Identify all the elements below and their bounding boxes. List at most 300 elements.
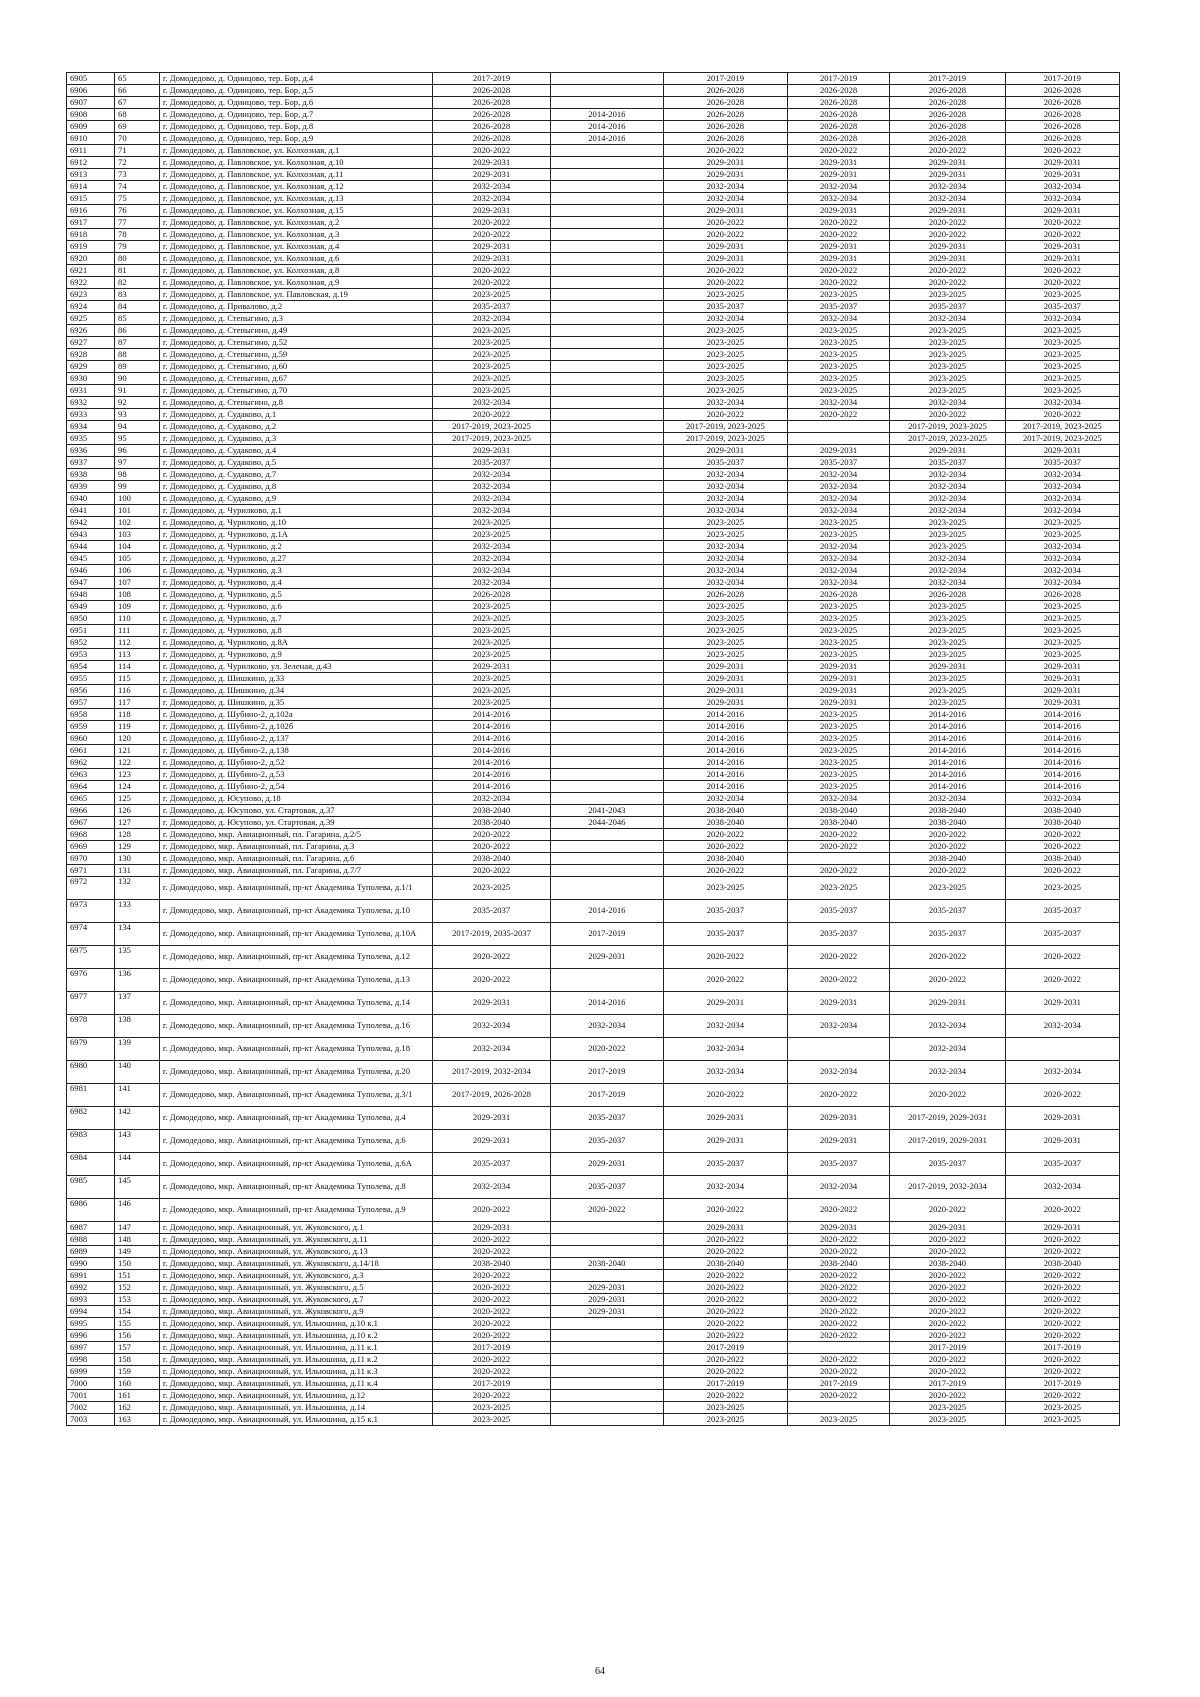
cell-address: г. Домодедово, мкр. Авиационный, пр-кт Академика Туполева, д.12 <box>159 946 432 969</box>
cell-period-2 <box>550 1354 663 1366</box>
cell-period-5: 2014-2016 <box>890 745 1005 757</box>
cell-period-3: 2023-2025 <box>663 373 787 385</box>
cell-address: г. Домодедово, д. Юсупово, д.18 <box>159 793 432 805</box>
cell-period-5: 2014-2016 <box>890 781 1005 793</box>
cell-period-5: 2026-2028 <box>890 85 1005 97</box>
cell-period-4: 2020-2022 <box>787 1199 890 1222</box>
cell-period-4: 2029-2031 <box>787 673 890 685</box>
cell-period-1: 2020-2022 <box>433 865 550 877</box>
cell-local-index: 136 <box>115 969 160 992</box>
cell-period-1: 2029-2031 <box>433 1222 550 1234</box>
cell-local-index: 161 <box>115 1390 160 1402</box>
cell-row-number: 6997 <box>67 1342 115 1354</box>
cell-period-1: 2023-2025 <box>433 601 550 613</box>
cell-period-3: 2020-2022 <box>663 409 787 421</box>
cell-period-5: 2014-2016 <box>890 709 1005 721</box>
cell-period-6: 2023-2025 <box>1005 637 1119 649</box>
table-row <box>67 757 1120 769</box>
table-row <box>67 229 1120 241</box>
cell-period-2 <box>550 469 663 481</box>
table-row <box>67 661 1120 673</box>
table-row <box>67 992 1120 1015</box>
cell-period-5: 2035-2037 <box>890 457 1005 469</box>
table-row <box>67 709 1120 721</box>
cell-address: г. Домодедово, мкр. Авиационный, пр-кт Академика Туполева, д.18 <box>159 1038 432 1061</box>
cell-period-4: 2023-2025 <box>787 289 890 301</box>
table-row <box>67 121 1120 133</box>
cell-period-1: 2017-2019 <box>433 1378 550 1390</box>
cell-period-3: 2029-2031 <box>663 169 787 181</box>
cell-address: г. Домодедово, д. Павловское, ул. Колхозная, д.13 <box>159 193 432 205</box>
cell-period-6: 2023-2025 <box>1005 289 1119 301</box>
cell-period-4: 2035-2037 <box>787 923 890 946</box>
cell-local-index: 152 <box>115 1282 160 1294</box>
cell-address: г. Домодедово, мкр. Авиационный, ул. Ильюшина, д.10 к.1 <box>159 1318 432 1330</box>
cell-period-2 <box>550 325 663 337</box>
cell-period-5: 2017-2019, 2029-2031 <box>890 1107 1005 1130</box>
cell-local-index: 129 <box>115 841 160 853</box>
cell-period-2 <box>550 1390 663 1402</box>
cell-period-3: 2023-2025 <box>663 613 787 625</box>
table-row <box>67 1366 1120 1378</box>
cell-address: г. Домодедово, мкр. Авиационный, пр-кт Академика Туполева, д.16 <box>159 1015 432 1038</box>
cell-local-index: 72 <box>115 157 160 169</box>
cell-period-4: 2026-2028 <box>787 133 890 145</box>
table-row <box>67 1246 1120 1258</box>
cell-local-index: 81 <box>115 265 160 277</box>
cell-period-1: 2020-2022 <box>433 841 550 853</box>
cell-period-6: 2032-2034 <box>1005 481 1119 493</box>
cell-address: г. Домодедово, мкр. Авиационный, ул. Ильюшина, д.11 к.4 <box>159 1378 432 1390</box>
cell-period-5: 2020-2022 <box>890 217 1005 229</box>
cell-address: г. Домодедово, мкр. Авиационный, пл. Гагарина, д.3 <box>159 841 432 853</box>
cell-period-6: 2020-2022 <box>1005 217 1119 229</box>
cell-address: г. Домодедово, мкр. Авиационный, ул. Ильюшина, д.15 к.1 <box>159 1414 432 1426</box>
cell-local-index: 88 <box>115 349 160 361</box>
cell-row-number: 6971 <box>67 865 115 877</box>
cell-period-2 <box>550 253 663 265</box>
cell-period-4: 2032-2034 <box>787 1176 890 1199</box>
cell-period-6: 2014-2016 <box>1005 757 1119 769</box>
cell-period-3: 2023-2025 <box>663 649 787 661</box>
cell-period-6: 2038-2040 <box>1005 805 1119 817</box>
cell-period-4: 2023-2025 <box>787 385 890 397</box>
cell-address: г. Домодедово, мкр. Авиационный, ул. Ильюшина, д.11 к.2 <box>159 1354 432 1366</box>
cell-local-index: 86 <box>115 325 160 337</box>
cell-period-2: 2017-2019 <box>550 1061 663 1084</box>
cell-period-4: 2023-2025 <box>787 361 890 373</box>
cell-period-2 <box>550 577 663 589</box>
table-row <box>67 865 1120 877</box>
cell-period-6: 2020-2022 <box>1005 946 1119 969</box>
cell-period-6: 2023-2025 <box>1005 349 1119 361</box>
cell-local-index: 98 <box>115 469 160 481</box>
cell-period-2 <box>550 97 663 109</box>
cell-address: г. Домодедово, д. Шубино-2, д.52 <box>159 757 432 769</box>
cell-local-index: 94 <box>115 421 160 433</box>
cell-period-3: 2020-2022 <box>663 277 787 289</box>
cell-row-number: 6941 <box>67 505 115 517</box>
cell-period-5: 2026-2028 <box>890 589 1005 601</box>
cell-address: г. Домодедово, д. Привалово, д.2 <box>159 301 432 313</box>
cell-period-2 <box>550 445 663 457</box>
table-row <box>67 805 1120 817</box>
cell-local-index: 105 <box>115 553 160 565</box>
cell-local-index: 134 <box>115 923 160 946</box>
cell-local-index: 93 <box>115 409 160 421</box>
cell-period-6: 2026-2028 <box>1005 85 1119 97</box>
cell-period-1: 2023-2025 <box>433 673 550 685</box>
cell-period-3: 2023-2025 <box>663 1402 787 1414</box>
cell-address: г. Домодедово, мкр. Авиационный, ул. Жуковского, д.14/18 <box>159 1258 432 1270</box>
cell-period-1: 2017-2019 <box>433 1342 550 1354</box>
cell-period-1: 2023-2025 <box>433 649 550 661</box>
cell-period-3: 2020-2022 <box>663 946 787 969</box>
cell-period-1: 2032-2034 <box>433 541 550 553</box>
cell-period-1: 2029-2031 <box>433 205 550 217</box>
cell-period-4: 2032-2034 <box>787 493 890 505</box>
cell-period-5: 2020-2022 <box>890 145 1005 157</box>
cell-local-index: 75 <box>115 193 160 205</box>
table-row <box>67 445 1120 457</box>
cell-address: г. Домодедово, д. Павловское, ул. Колхозная, д.10 <box>159 157 432 169</box>
cell-local-index: 148 <box>115 1234 160 1246</box>
cell-local-index: 153 <box>115 1294 160 1306</box>
cell-row-number: 6995 <box>67 1318 115 1330</box>
cell-local-index: 143 <box>115 1130 160 1153</box>
table-row <box>67 1061 1120 1084</box>
cell-period-1: 2014-2016 <box>433 745 550 757</box>
table-row <box>67 265 1120 277</box>
cell-period-2 <box>550 709 663 721</box>
cell-address: г. Домодедово, д. Чурилково, д.27 <box>159 553 432 565</box>
cell-address: г. Домодедово, д. Чурилково, д.3 <box>159 565 432 577</box>
cell-row-number: 6944 <box>67 541 115 553</box>
cell-period-4: 2029-2031 <box>787 1107 890 1130</box>
cell-period-2 <box>550 625 663 637</box>
cell-period-2 <box>550 1366 663 1378</box>
cell-address: г. Домодедово, д. Судаково, д.9 <box>159 493 432 505</box>
cell-period-1: 2032-2034 <box>433 493 550 505</box>
cell-period-3: 2029-2031 <box>663 157 787 169</box>
cell-period-4: 2026-2028 <box>787 85 890 97</box>
cell-local-index: 156 <box>115 1330 160 1342</box>
cell-period-3: 2020-2022 <box>663 1246 787 1258</box>
cell-period-6: 2017-2019 <box>1005 73 1119 85</box>
cell-period-1: 2017-2019, 2035-2037 <box>433 923 550 946</box>
cell-local-index: 109 <box>115 601 160 613</box>
cell-row-number: 6959 <box>67 721 115 733</box>
cell-period-1: 2035-2037 <box>433 900 550 923</box>
cell-period-4: 2020-2022 <box>787 229 890 241</box>
cell-period-5: 2032-2034 <box>890 505 1005 517</box>
cell-period-4: 2029-2031 <box>787 685 890 697</box>
cell-period-1: 2026-2028 <box>433 589 550 601</box>
cell-local-index: 101 <box>115 505 160 517</box>
cell-period-6: 2023-2025 <box>1005 1402 1119 1414</box>
cell-period-2 <box>550 157 663 169</box>
cell-address: г. Домодедово, д. Павловское, ул. Колхозная, д.6 <box>159 253 432 265</box>
cell-period-6: 2020-2022 <box>1005 1354 1119 1366</box>
cell-period-1: 2026-2028 <box>433 109 550 121</box>
table-row <box>67 923 1120 946</box>
cell-period-1: 2020-2022 <box>433 1282 550 1294</box>
cell-period-6: 2020-2022 <box>1005 1084 1119 1107</box>
cell-address: г. Домодедово, д. Павловское, ул. Колхозная, д.8 <box>159 265 432 277</box>
cell-row-number: 6946 <box>67 565 115 577</box>
cell-period-6: 2020-2022 <box>1005 1294 1119 1306</box>
cell-period-6: 2029-2031 <box>1005 241 1119 253</box>
cell-period-3: 2032-2034 <box>663 577 787 589</box>
cell-period-1: 2023-2025 <box>433 337 550 349</box>
cell-local-index: 110 <box>115 613 160 625</box>
cell-period-4: 2023-2025 <box>787 1414 890 1426</box>
cell-period-6: 2035-2037 <box>1005 457 1119 469</box>
cell-period-1: 2032-2034 <box>433 577 550 589</box>
cell-row-number: 6953 <box>67 649 115 661</box>
cell-period-6: 2023-2025 <box>1005 337 1119 349</box>
cell-period-2 <box>550 1402 663 1414</box>
cell-period-2 <box>550 685 663 697</box>
cell-row-number: 6954 <box>67 661 115 673</box>
cell-period-2: 2029-2031 <box>550 1282 663 1294</box>
cell-period-2: 2020-2022 <box>550 1038 663 1061</box>
cell-period-1: 2026-2028 <box>433 97 550 109</box>
cell-period-4: 2020-2022 <box>787 265 890 277</box>
cell-period-1: 2038-2040 <box>433 853 550 865</box>
cell-period-3: 2032-2034 <box>663 1176 787 1199</box>
cell-period-3: 2029-2031 <box>663 205 787 217</box>
cell-period-4: 2023-2025 <box>787 637 890 649</box>
cell-local-index: 140 <box>115 1061 160 1084</box>
cell-row-number: 6923 <box>67 289 115 301</box>
cell-address: г. Домодедово, мкр. Авиационный, пр-кт Академика Туполева, д.9 <box>159 1199 432 1222</box>
cell-period-6: 2020-2022 <box>1005 1234 1119 1246</box>
cell-period-5: 2029-2031 <box>890 253 1005 265</box>
cell-period-1: 2020-2022 <box>433 1354 550 1366</box>
cell-period-4: 2032-2034 <box>787 397 890 409</box>
table-row <box>67 1402 1120 1414</box>
cell-local-index: 163 <box>115 1414 160 1426</box>
cell-period-6: 2029-2031 <box>1005 1222 1119 1234</box>
cell-address: г. Домодедово, д. Павловское, ул. Колхозная, д.3 <box>159 229 432 241</box>
cell-period-2: 2035-2037 <box>550 1130 663 1153</box>
cell-address: г. Домодедово, д. Степыгино, д.3 <box>159 313 432 325</box>
cell-period-2 <box>550 205 663 217</box>
table-row <box>67 337 1120 349</box>
cell-row-number: 6910 <box>67 133 115 145</box>
cell-period-1: 2017-2019, 2032-2034 <box>433 1061 550 1084</box>
cell-period-3: 2023-2025 <box>663 625 787 637</box>
table-row <box>67 1390 1120 1402</box>
table-row <box>67 481 1120 493</box>
cell-period-2 <box>550 337 663 349</box>
cell-period-3: 2020-2022 <box>663 841 787 853</box>
cell-address: г. Домодедово, д. Степыгино, д.59 <box>159 349 432 361</box>
cell-period-1: 2023-2025 <box>433 1414 550 1426</box>
cell-local-index: 84 <box>115 301 160 313</box>
cell-period-3: 2020-2022 <box>663 1199 787 1222</box>
cell-period-1: 2020-2022 <box>433 829 550 841</box>
cell-period-4: 2035-2037 <box>787 1153 890 1176</box>
cell-period-2 <box>550 145 663 157</box>
cell-local-index: 120 <box>115 733 160 745</box>
cell-period-6: 2017-2019 <box>1005 1378 1119 1390</box>
table-row <box>67 1342 1120 1354</box>
cell-period-5: 2020-2022 <box>890 277 1005 289</box>
cell-period-1: 2020-2022 <box>433 1306 550 1318</box>
cell-row-number: 6967 <box>67 817 115 829</box>
cell-period-3: 2032-2034 <box>663 181 787 193</box>
cell-period-6: 2029-2031 <box>1005 685 1119 697</box>
cell-period-4: 2020-2022 <box>787 145 890 157</box>
cell-period-2 <box>550 589 663 601</box>
cell-period-5: 2029-2031 <box>890 992 1005 1015</box>
cell-period-6: 2032-2034 <box>1005 193 1119 205</box>
table-row <box>67 277 1120 289</box>
cell-local-index: 95 <box>115 433 160 445</box>
cell-period-1: 2032-2034 <box>433 505 550 517</box>
cell-period-5: 2023-2025 <box>890 625 1005 637</box>
cell-address: г. Домодедово, д. Чурилково, д.1 <box>159 505 432 517</box>
cell-period-6: 2023-2025 <box>1005 613 1119 625</box>
cell-address: г. Домодедово, д. Одинцово, тер. Бор, д.8 <box>159 121 432 133</box>
cell-period-6: 2023-2025 <box>1005 529 1119 541</box>
table-row <box>67 145 1120 157</box>
table-row <box>67 325 1120 337</box>
cell-local-index: 103 <box>115 529 160 541</box>
cell-period-2: 2044-2046 <box>550 817 663 829</box>
cell-period-2 <box>550 517 663 529</box>
cell-local-index: 96 <box>115 445 160 457</box>
cell-local-index: 76 <box>115 205 160 217</box>
cell-period-1: 2029-2031 <box>433 169 550 181</box>
cell-address: г. Домодедово, д. Чурилково, д.10 <box>159 517 432 529</box>
cell-period-3: 2032-2034 <box>663 1061 787 1084</box>
table-row <box>67 313 1120 325</box>
cell-period-1: 2029-2031 <box>433 157 550 169</box>
cell-period-2 <box>550 853 663 865</box>
cell-period-3: 2014-2016 <box>663 757 787 769</box>
cell-local-index: 162 <box>115 1402 160 1414</box>
cell-local-index: 65 <box>115 73 160 85</box>
cell-local-index: 104 <box>115 541 160 553</box>
cell-period-4: 2020-2022 <box>787 1318 890 1330</box>
cell-local-index: 107 <box>115 577 160 589</box>
cell-row-number: 6952 <box>67 637 115 649</box>
cell-period-5: 2023-2025 <box>890 361 1005 373</box>
cell-period-1: 2014-2016 <box>433 781 550 793</box>
cell-row-number: 6949 <box>67 601 115 613</box>
cell-address: г. Домодедово, мкр. Авиационный, пр-кт Академика Туполева, д.13 <box>159 969 432 992</box>
cell-period-1: 2023-2025 <box>433 625 550 637</box>
cell-period-3: 2020-2022 <box>663 1366 787 1378</box>
cell-period-4: 2032-2034 <box>787 469 890 481</box>
cell-address: г. Домодедово, д. Одинцово, тер. Бор, д.5 <box>159 85 432 97</box>
cell-row-number: 6976 <box>67 969 115 992</box>
cell-address: г. Домодедово, мкр. Авиационный, пр-кт Академика Туполева, д.1/1 <box>159 877 432 900</box>
cell-period-5: 2014-2016 <box>890 721 1005 733</box>
cell-period-2 <box>550 829 663 841</box>
cell-address: г. Домодедово, мкр. Авиационный, ул. Ильюшина, д.14 <box>159 1402 432 1414</box>
cell-row-number: 6931 <box>67 385 115 397</box>
cell-period-6: 2014-2016 <box>1005 769 1119 781</box>
cell-period-1: 2017-2019, 2026-2028 <box>433 1084 550 1107</box>
cell-period-4: 2023-2025 <box>787 769 890 781</box>
table-row <box>67 361 1120 373</box>
cell-address: г. Домодедово, мкр. Авиационный, ул. Жуковского, д.9 <box>159 1306 432 1318</box>
cell-period-3: 2038-2040 <box>663 817 787 829</box>
table-row <box>67 169 1120 181</box>
cell-address: г. Домодедово, д. Одинцово, тер. Бор, д.4 <box>159 73 432 85</box>
cell-period-6: 2017-2019 <box>1005 1342 1119 1354</box>
cell-period-3: 2020-2022 <box>663 217 787 229</box>
cell-period-3: 2020-2022 <box>663 1354 787 1366</box>
cell-period-4: 2020-2022 <box>787 277 890 289</box>
cell-period-2 <box>550 1222 663 1234</box>
cell-row-number: 6987 <box>67 1222 115 1234</box>
cell-period-5: 2023-2025 <box>890 385 1005 397</box>
cell-row-number: 6989 <box>67 1246 115 1258</box>
cell-period-6: 2020-2022 <box>1005 1390 1119 1402</box>
cell-period-4: 2023-2025 <box>787 745 890 757</box>
cell-period-5: 2014-2016 <box>890 733 1005 745</box>
table-row <box>67 1176 1120 1199</box>
cell-period-4 <box>787 853 890 865</box>
cell-row-number: 6981 <box>67 1084 115 1107</box>
cell-period-5: 2020-2022 <box>890 1390 1005 1402</box>
table-row <box>67 733 1120 745</box>
cell-period-4: 2023-2025 <box>787 721 890 733</box>
cell-period-2 <box>550 265 663 277</box>
table-row <box>67 601 1120 613</box>
cell-period-6: 2014-2016 <box>1005 721 1119 733</box>
cell-local-index: 87 <box>115 337 160 349</box>
cell-period-1: 2032-2034 <box>433 793 550 805</box>
cell-period-1: 2020-2022 <box>433 946 550 969</box>
cell-period-3: 2020-2022 <box>663 1234 787 1246</box>
cell-period-6: 2014-2016 <box>1005 709 1119 721</box>
cell-period-4: 2032-2034 <box>787 193 890 205</box>
cell-period-2 <box>550 649 663 661</box>
cell-period-3: 2017-2019, 2023-2025 <box>663 421 787 433</box>
table-row <box>67 373 1120 385</box>
cell-period-6: 2032-2034 <box>1005 1061 1119 1084</box>
cell-period-2 <box>550 613 663 625</box>
cell-period-2: 2029-2031 <box>550 1294 663 1306</box>
cell-row-number: 6974 <box>67 923 115 946</box>
cell-period-6: 2032-2034 <box>1005 397 1119 409</box>
cell-period-1: 2023-2025 <box>433 529 550 541</box>
cell-period-4: 2023-2025 <box>787 613 890 625</box>
table-row <box>67 589 1120 601</box>
cell-row-number: 6951 <box>67 625 115 637</box>
cell-period-5: 2029-2031 <box>890 1222 1005 1234</box>
cell-local-index: 102 <box>115 517 160 529</box>
cell-row-number: 6911 <box>67 145 115 157</box>
table-row <box>67 433 1120 445</box>
table-row <box>67 193 1120 205</box>
cell-address: г. Домодедово, д. Шубино-2, д.137 <box>159 733 432 745</box>
cell-local-index: 130 <box>115 853 160 865</box>
cell-period-4: 2023-2025 <box>787 625 890 637</box>
cell-period-3: 2032-2034 <box>663 1015 787 1038</box>
cell-period-4: 2023-2025 <box>787 877 890 900</box>
cell-period-2 <box>550 181 663 193</box>
cell-row-number: 6983 <box>67 1130 115 1153</box>
cell-period-2: 2014-2016 <box>550 133 663 145</box>
cell-local-index: 151 <box>115 1270 160 1282</box>
